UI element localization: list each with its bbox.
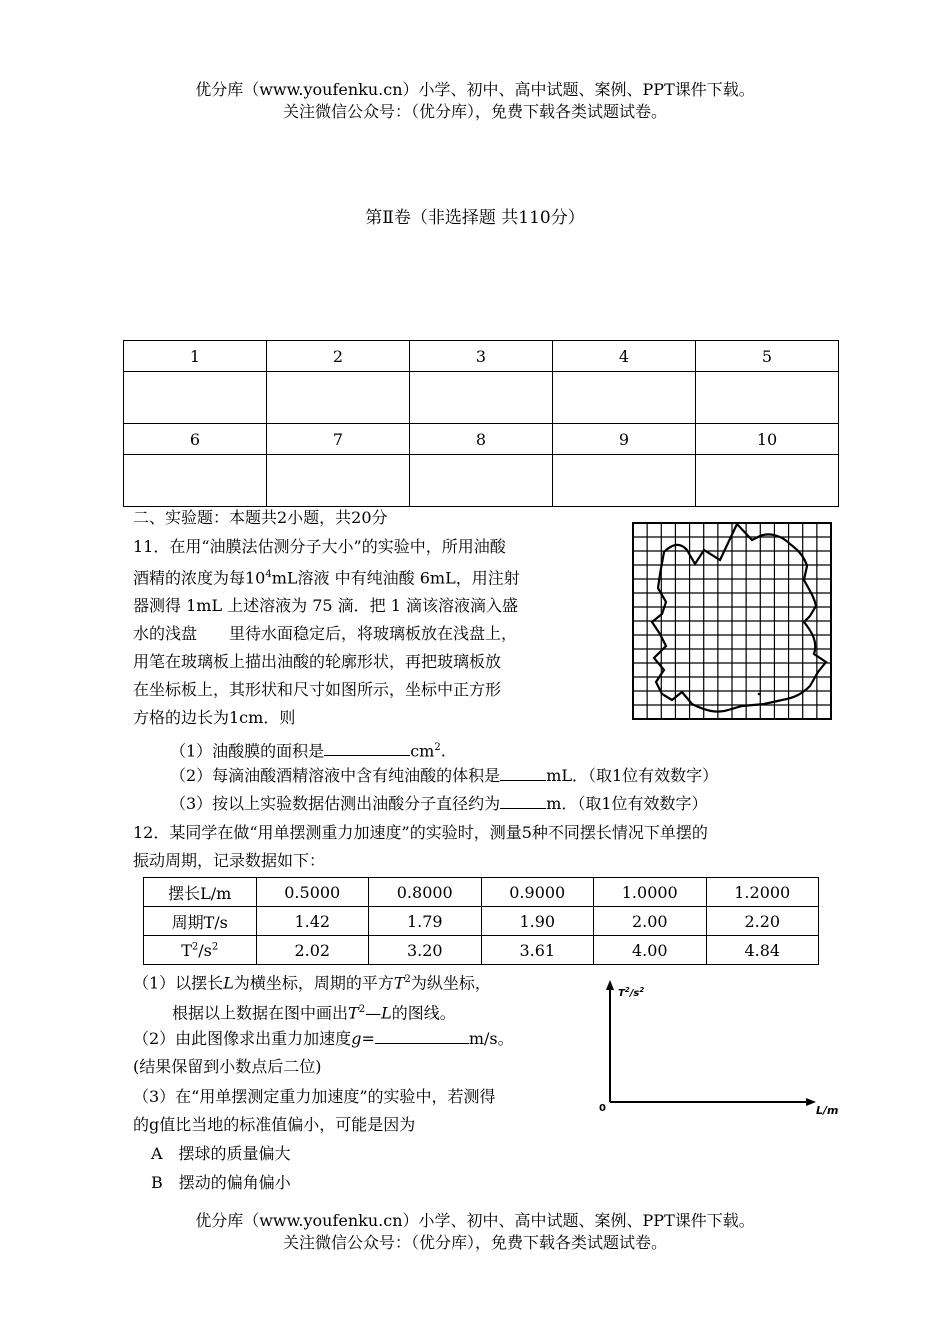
- q11-sub-2: （2）每滴油酸酒精溶液中含有纯油酸的体积是 mL．（取1位有效数字）: [170, 762, 718, 790]
- q11-line: 水的浅盘 里待水面稳定后，将玻璃板放在浅盘上，: [133, 624, 518, 644]
- table-cell: 0.8000: [369, 878, 482, 907]
- answer-label-10: 10: [696, 424, 839, 455]
- q12-part-3: （3）在“用单摆测定重力加速度”的实验中，若测得: [133, 1087, 496, 1106]
- answer-label-9: 9: [553, 424, 696, 455]
- option-a[interactable]: A 摆球的质量偏大: [151, 1144, 291, 1163]
- header-line-2: 关注微信公众号：（优分库），免费下载各类试题试卷。: [282, 102, 667, 121]
- table-cell: 0.9000: [481, 878, 594, 907]
- answer-blank[interactable]: [500, 790, 546, 809]
- answer-cell[interactable]: [553, 455, 696, 507]
- answer-cell[interactable]: [267, 455, 410, 507]
- answer-label-7: 7: [267, 424, 410, 455]
- option-b[interactable]: B 摆动的偏角偏小: [151, 1173, 291, 1192]
- answer-cell[interactable]: [124, 372, 267, 424]
- q12-part-1-cont: 根据以上数据在图中画出$T^2—L$的图线。: [172, 1003, 456, 1023]
- answer-blank[interactable]: [324, 737, 410, 756]
- x-axis-arrow: [806, 1098, 816, 1106]
- answer-blank[interactable]: [375, 1025, 469, 1044]
- header-line-1: 优分库（www.youfenku.cn）小学、初中、高中试题、案例、PPT课件下载。: [195, 80, 755, 99]
- table-cell: 1.2000: [706, 878, 819, 907]
- answer-label-8: 8: [410, 424, 553, 455]
- y-axis-arrow: [606, 980, 614, 990]
- table-cell: 1.0000: [594, 878, 707, 907]
- answer-cell[interactable]: [696, 372, 839, 424]
- table-cell: 4.00: [594, 936, 707, 965]
- q11-line: 酒精的浓度为每$10^4mL$溶液 中有纯油酸 6mL，用注射: [133, 568, 520, 588]
- table-cell: 4.84: [706, 936, 819, 965]
- table-cell: 1.90: [481, 907, 594, 936]
- answer-label-4: 4: [553, 341, 696, 372]
- section-title: 第Ⅱ卷（非选择题 共110分）: [365, 208, 585, 228]
- answer-label-3: 3: [410, 341, 553, 372]
- table-cell: 3.61: [481, 936, 594, 965]
- answer-cell[interactable]: [267, 372, 410, 424]
- grid-lines: [633, 523, 831, 719]
- q12-line-1: 12．某同学在做“用单摆测重力加速度”的实验时，测量5种不同摆长情况下单摆的: [133, 823, 708, 842]
- answer-cell[interactable]: [124, 455, 267, 507]
- answer-label-5: 5: [696, 341, 839, 372]
- answer-cell[interactable]: [410, 372, 553, 424]
- answer-table: [123, 340, 839, 507]
- answer-cell[interactable]: [696, 455, 839, 507]
- q12-part-3-cont: 的g值比当地的标准值偏小，可能是因为: [133, 1115, 416, 1134]
- answer-label-1: 1: [124, 341, 267, 372]
- q11-line: 用笔在玻璃板上描出油酸的轮廓形状，再把玻璃板放: [133, 652, 502, 672]
- table-cell: 3.20: [369, 936, 482, 965]
- footer-line-2: 关注微信公众号：（优分库），免费下载各类试题试卷。: [282, 1233, 667, 1252]
- table-header-length: 摆长L/m: [144, 878, 257, 907]
- answer-cell[interactable]: [410, 455, 553, 507]
- q11-text: [133, 533, 608, 732]
- table-cell: 2.00: [594, 907, 707, 936]
- q11-line: 器测得 1mL 上述溶液为 75 滴．把 1 滴该溶液滴入盛: [133, 596, 519, 616]
- origin-label: 0: [599, 1103, 606, 1114]
- answer-label-6: 6: [124, 424, 267, 455]
- q12-part-1: （1）以摆长L为横坐标，周期的平方$T^2$为纵坐标，: [133, 973, 491, 993]
- t2-l-graph: [596, 978, 842, 1118]
- q12-part-2: （2）由此图像求出重力加速度g= m/s。: [133, 1025, 514, 1053]
- table-header-period: 周期T/s: [144, 907, 257, 936]
- q11-line: 方格的边长为1cm．则: [133, 708, 296, 728]
- x-axis-label: L/m: [816, 1104, 839, 1117]
- y-axis-label: $T^2/s^2$: [618, 986, 645, 999]
- oil-film-grid-figure: [632, 522, 832, 720]
- answer-cell[interactable]: [553, 372, 696, 424]
- table-header-period-squared: $T^2/s^2$: [144, 936, 257, 965]
- table-cell: 1.42: [256, 907, 369, 936]
- table-cell: 1.79: [369, 907, 482, 936]
- part2-heading: 二、实验题：本题共2小题，共20分: [133, 508, 388, 527]
- table-cell: 2.20: [706, 907, 819, 936]
- table-cell: 2.02: [256, 936, 369, 965]
- q11-sub-3: （3）按以上实验数据估测出油酸分子直径约为 m．（取1位有效数字）: [170, 790, 708, 818]
- footer-line-1: 优分库（www.youfenku.cn）小学、初中、高中试题、案例、PPT课件下载。: [195, 1211, 755, 1230]
- oil-film-outline: [652, 524, 826, 712]
- q12-line-2: 振动周期，记录数据如下：: [133, 851, 326, 870]
- table-cell: 0.5000: [256, 878, 369, 907]
- dot-mark: [758, 693, 761, 696]
- pendulum-data-table: [143, 877, 819, 965]
- answer-label-2: 2: [267, 341, 410, 372]
- q12-part-2-note: (结果保留到小数点后二位): [133, 1057, 322, 1076]
- q11-sub-1: （1）油酸膜的面积是 $cm^2$.: [170, 734, 446, 765]
- q11-line: 11．在用“油膜法估测分子大小”的实验中，所用油酸: [133, 537, 506, 556]
- q11-line: 在坐标板上，其形状和尺寸如图所示，坐标中正方形: [133, 680, 502, 700]
- answer-blank[interactable]: [500, 762, 546, 781]
